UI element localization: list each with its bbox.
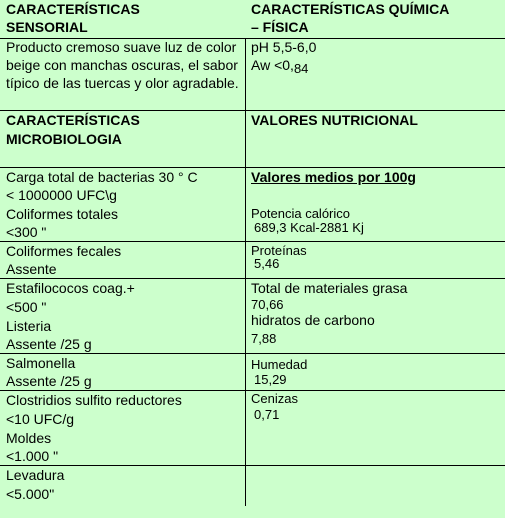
micro-name-9: Levadura xyxy=(6,467,65,483)
sensorial-title-1: CARACTERÍSTICAS xyxy=(6,1,140,17)
ph-value: pH 5,5-6,0 xyxy=(251,39,317,55)
aw-prefix: Aw <0, xyxy=(251,57,294,73)
rule-row-5 xyxy=(0,465,505,466)
micro-name-8: Moldes xyxy=(6,430,52,446)
nutri-name-1: Potencia calórico xyxy=(251,206,350,221)
nutri-name-2: Proteínas xyxy=(251,243,307,258)
aw-value: 84 xyxy=(293,61,309,76)
micro-name-7: Clostridios sulfito reductores xyxy=(6,392,182,408)
nutricional-subtitle: Valores medios por 100g xyxy=(251,169,416,185)
aw-label xyxy=(251,56,308,75)
nutri-name-6: Cenizas xyxy=(251,391,298,406)
nutricional-title: VALORES NUTRICIONAL xyxy=(251,112,418,128)
micro-value-5: Assente /25 g xyxy=(6,336,92,352)
rule-row-3 xyxy=(0,353,505,354)
column-divider xyxy=(245,38,246,506)
nutri-name-4: hidratos de carbono xyxy=(251,312,375,328)
nutri-value-1: 689,3 Kcal-2881 Kj xyxy=(254,220,364,235)
quimica-title-2: – FÍSICA xyxy=(251,19,309,35)
micro-name-2: Coliformes totales xyxy=(6,206,119,222)
micro-value-4: <500 " xyxy=(6,299,47,315)
micro-name-6: Salmonella xyxy=(6,355,76,371)
micro-value-1: < 1000000 UFC\g xyxy=(6,187,117,203)
sensorial-title-2: SENSORIAL xyxy=(6,19,88,35)
microbiologia-title-2: MICROBIOLOGIA xyxy=(6,131,122,147)
nutri-value-3: 70,66 xyxy=(251,297,284,312)
micro-value-7: <10 UFC/g xyxy=(6,411,75,427)
micro-value-3: Assente xyxy=(6,261,57,277)
quimica-title-1: CARACTERÍSTICAS QUÍMICA xyxy=(251,1,450,17)
nutri-value-5: 15,29 xyxy=(254,372,287,387)
nutri-name-3: Total de materiales grasa xyxy=(251,280,408,296)
micro-value-9: <5.000" xyxy=(6,486,55,502)
micro-value-6: Assente /25 g xyxy=(6,373,92,389)
micro-value-8: <1.000 " xyxy=(6,448,59,464)
microbiologia-title-1: CARACTERÍSTICAS xyxy=(6,112,140,128)
micro-name-3: Coliformes fecales xyxy=(6,243,122,259)
nutri-name-5: Humedad xyxy=(251,357,308,372)
nutri-value-6: 0,71 xyxy=(254,407,280,422)
micro-value-2: <300 " xyxy=(6,224,47,240)
sensorial-description: Producto cremoso suave luz de color beige con manchas oscuras, el sabor típico de las tuercas y olor agradable. xyxy=(6,39,239,91)
micro-name-4: Estafilococos coag.+ xyxy=(6,280,135,296)
micro-name-1: Carga total de bacterias 30 ° C xyxy=(6,169,198,185)
nutri-value-4: 7,88 xyxy=(251,331,277,346)
nutri-value-2: 5,46 xyxy=(254,256,280,271)
micro-name-5: Listeria xyxy=(6,318,52,334)
